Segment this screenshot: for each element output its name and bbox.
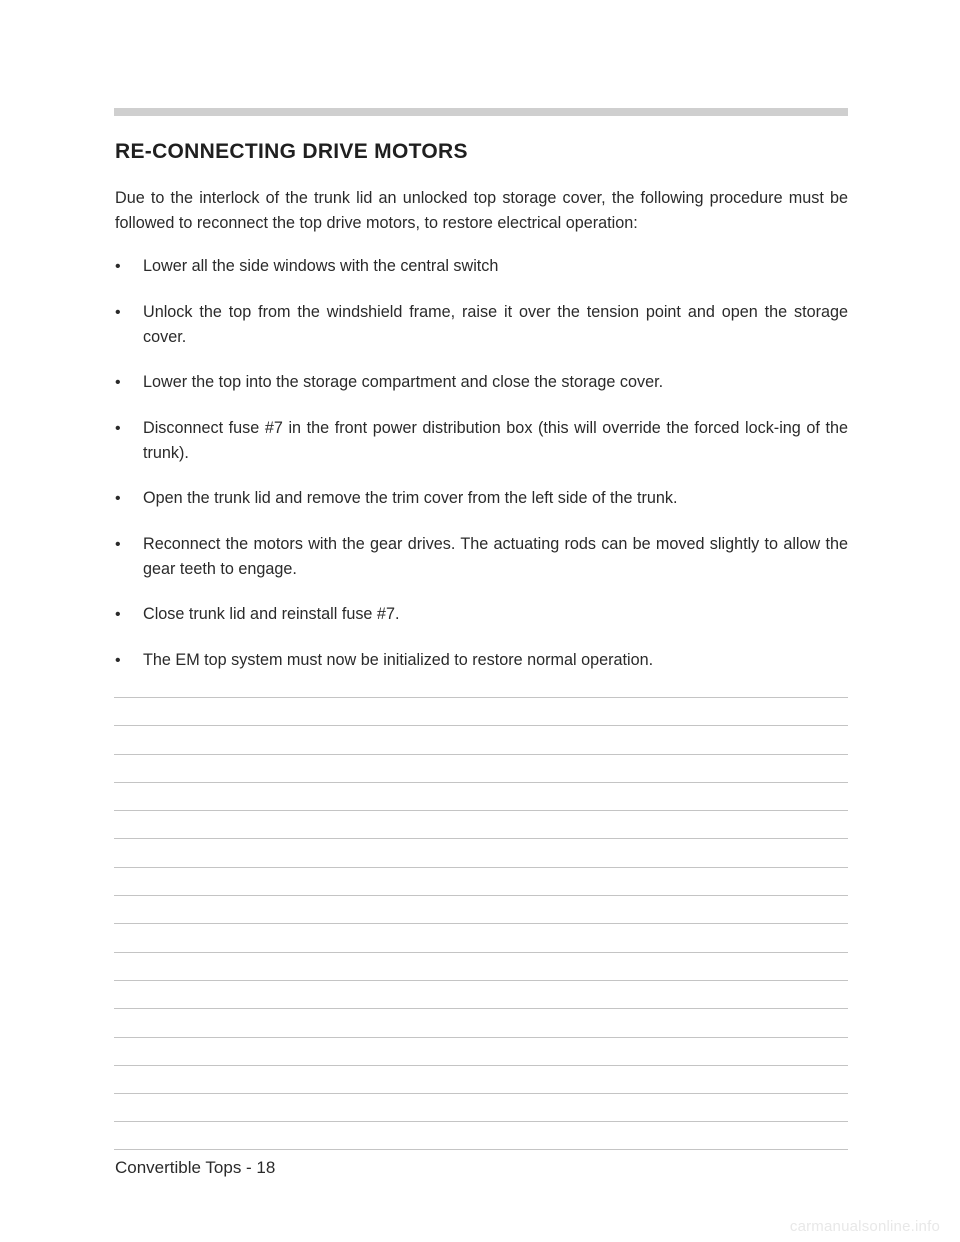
procedure-step: [115, 300, 848, 350]
note-line: [114, 895, 848, 923]
page-footer: Convertible Tops - 18: [115, 1158, 276, 1177]
procedure-step: [115, 648, 848, 673]
procedure-step: [115, 254, 848, 279]
note-line: [114, 810, 848, 838]
bullet-icon: •: [115, 651, 121, 669]
note-line: [114, 754, 848, 782]
procedure-step-text: Open the trunk lid and remove the trim cover from the left side of the trunk.: [143, 489, 678, 507]
note-line: [114, 923, 848, 951]
note-line: [114, 1065, 848, 1093]
bullet-icon: •: [115, 535, 121, 553]
section-heading: RE-CONNECTING DRIVE MOTORS: [115, 140, 468, 163]
procedure-step: [115, 486, 848, 511]
procedure-step: [115, 532, 848, 582]
note-line: [114, 697, 848, 725]
bullet-icon: •: [115, 490, 121, 507]
procedure-step: [115, 370, 848, 395]
note-line: [114, 725, 848, 753]
bullet-icon: •: [115, 258, 121, 275]
procedure-step-text: Disconnect fuse #7 in the front power distribution box (this will override the forced lock-ing of the trunk).: [143, 418, 848, 462]
notes-lines: [114, 697, 848, 1150]
section-top-rule: [114, 108, 848, 116]
bullet-icon: •: [115, 374, 121, 391]
watermark: carmanualsonline.info: [789, 1218, 940, 1235]
procedure-step-text: Close trunk lid and reinstall fuse #7.: [143, 605, 400, 623]
note-line: [114, 1121, 848, 1149]
procedure-step-text: Lower all the side windows with the central switch: [143, 257, 499, 275]
note-line: [114, 782, 848, 810]
note-line: [114, 980, 848, 1008]
note-line: [114, 867, 848, 895]
bullet-icon: •: [115, 419, 121, 437]
note-line: [114, 952, 848, 980]
bullet-icon: •: [115, 606, 121, 623]
procedure-step-text: Reconnect the motors with the gear drives. The actuating rods can be moved slightly to allow the gear teeth to engage.: [143, 534, 848, 578]
procedure-step: [115, 602, 848, 627]
procedure-step: [115, 416, 848, 466]
procedure-steps-list: [115, 254, 848, 693]
intro-paragraph: Due to the interlock of the trunk lid an unlocked top storage cover, the following procedure must be followed to reconnect the top drive motors, to restore electrical operation:: [115, 189, 848, 232]
note-line: [114, 1008, 848, 1036]
note-line: [114, 1037, 848, 1065]
procedure-step-text: Lower the top into the storage compartment and close the storage cover.: [143, 373, 664, 391]
note-line: [114, 838, 848, 866]
note-line: [114, 1093, 848, 1121]
procedure-step-text: The EM top system must now be initialized to restore normal operation.: [143, 650, 654, 669]
bullet-icon: •: [115, 303, 121, 321]
procedure-step-text: Unlock the top from the windshield frame, raise it over the tension point and open the storage cover.: [143, 302, 848, 346]
